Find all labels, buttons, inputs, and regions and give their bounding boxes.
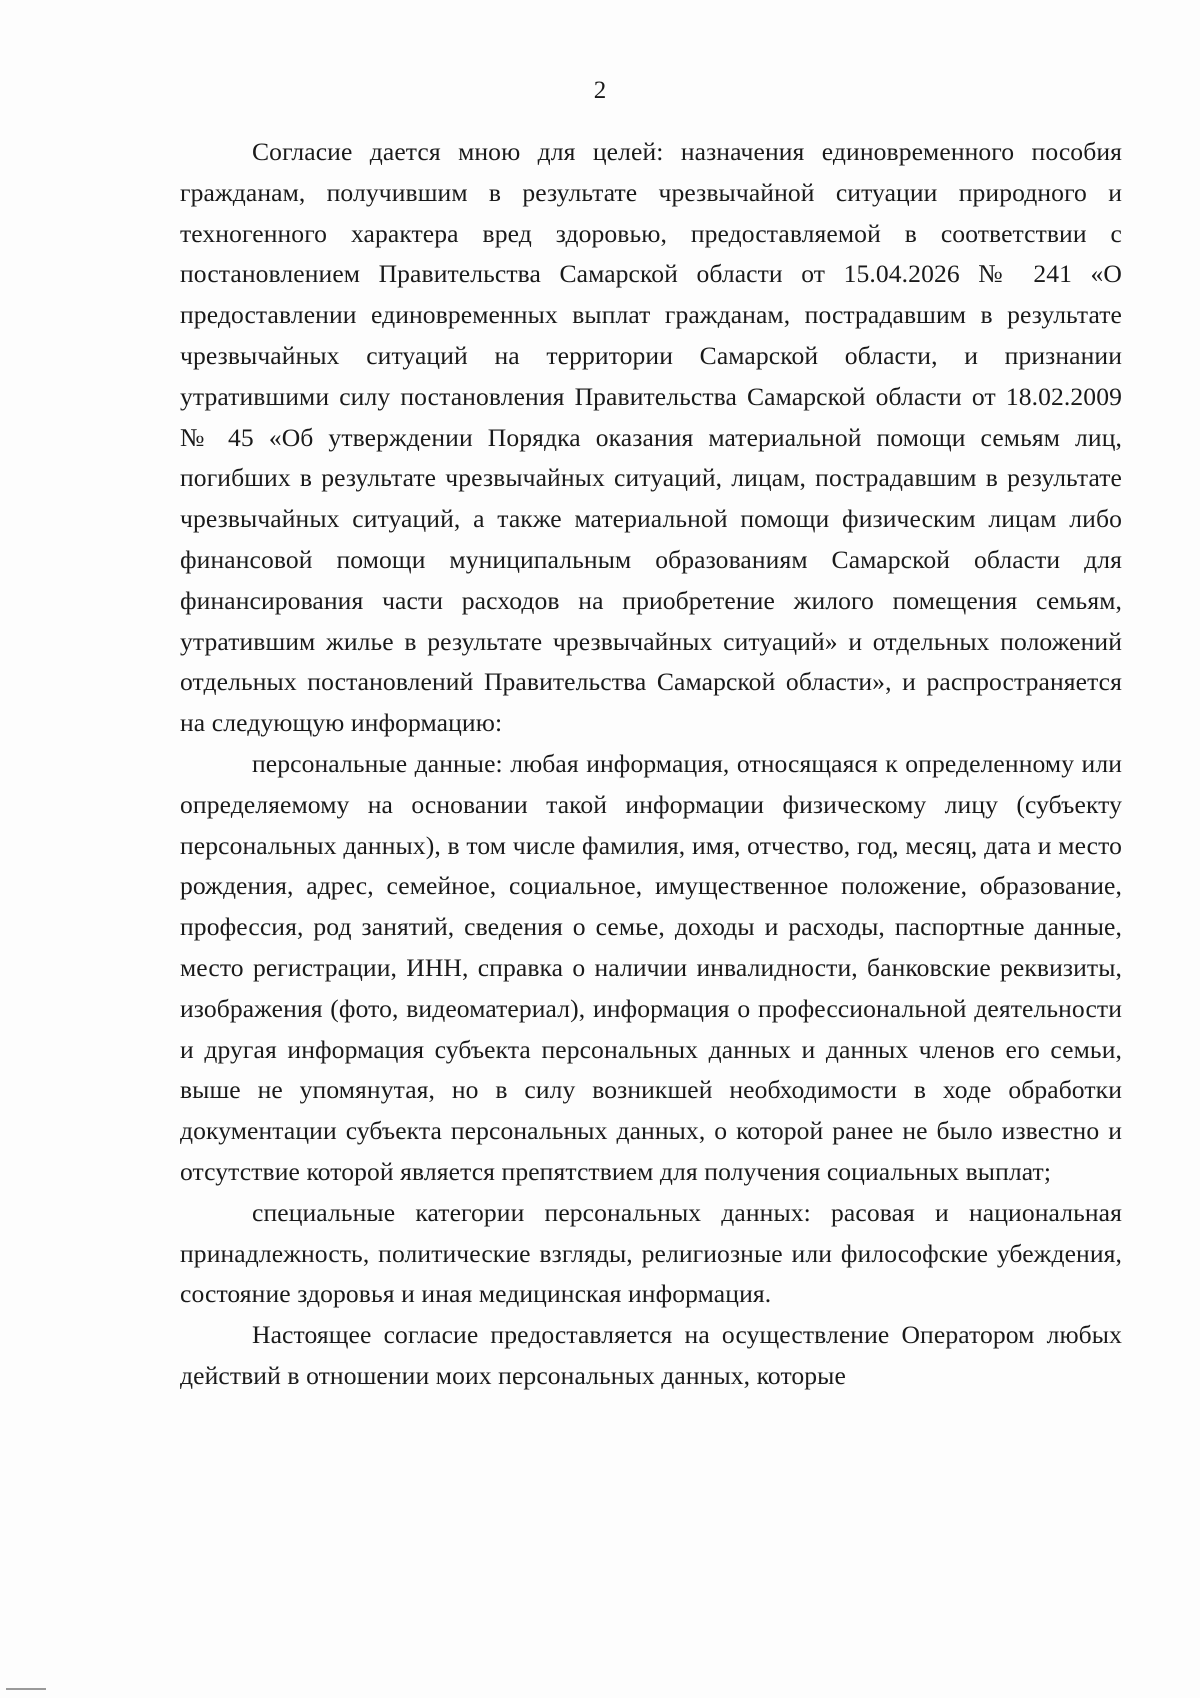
paragraph-personal-data: персональные данные: любая информация, относящаяся к определенному или определяемому на основании такой информации физическому лицу (субъекту персональных данных), в том числе фамилия, имя, отчество, год, месяц, дата и место рождения, адрес, семейное, социальное, имущественное положение, образование, профессия, род занятий, сведения о семье, доходы и расходы, паспортные данные, место регистрации, ИНН, справка о наличии инвалидности, банковские реквизиты, изображения (фото, видеоматериал), информация о профессиональной деятельности и другая информация субъекта персональных данных и данных членов его семьи, выше не упомянутая, но в силу возникшей необходимости в ходе обработки документации субъекта персональных данных, о которой ранее не было известно и отсутствие которой является препятствием для получения социальных выплат; — [180, 748, 1122, 1186]
scan-edge-mark — [6, 1688, 46, 1690]
document-body — [180, 132, 1122, 1397]
paragraph-special-categories: специальные категории персональных данных: расовая и национальная принадлежность, политические взгляды, религиозные или философские убеждения, состояние здоровья и иная медицинская информация. — [180, 1197, 1122, 1309]
paragraph-purpose: Согласие дается мною для целей: назначения единовременного пособия гражданам, получившим в результате чрезвычайной ситуации природного и техногенного характера вред здоровью, предоставляемой в соответствии с постановлением Правительства Самарской области от 15.04.2026 № 241 «О предоставлении единовременных выплат гражданам, пострадавшим в результате чрезвычайных ситуаций на территории Самарской области, и признании утратившими силу постановления Правительства Самарской области от 18.02.2009 № 45 «Об утверждении Порядка оказания материальной помощи семьям лиц, погибших в результате чрезвычайных ситуаций, лицам, пострадавшим в результате чрезвычайных ситуаций, а также материальной помощи физическим лицам либо финансовой помощи муниципальным образованиям Самарской области для финансирования части расходов на приобретение жилого помещения семьям, утратившим жилье в результате чрезвычайных ситуаций» и отдельных положений отдельных постановлений Правительства Самарской области», и распространяется на следующую информацию: — [180, 137, 1122, 738]
page-number: 2 — [593, 77, 607, 104]
paragraph-operator-actions: Настоящее согласие предоставляется на осуществление Оператором любых действий в отношении моих персональных данных, которые — [180, 1320, 1122, 1390]
